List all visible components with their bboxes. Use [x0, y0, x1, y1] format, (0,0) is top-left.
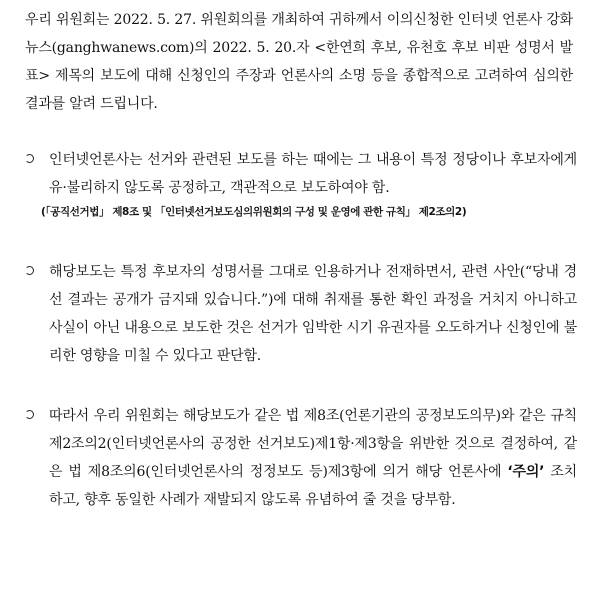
- item-text-finding: 해당보도는 특정 후보자의 성명서를 그대로 인용하거나 전재하면서, 관련 사안(“당내 경선 결과는 공개가 금지돼 있습니다.”)에 대해 취재를 통한 확인 과정을 거치지 아니하고 사실이 아닌 내용으로 보도한 것은 선거가 임박한 시기 유권자를 오도하거나 신청인에 불리한 영향을 미칠 수 있다고 판단함.: [49, 264, 577, 364]
- intro-paragraph: 우리 위원회는 2022. 5. 27. 위원회의를 개최하여 귀하께서 이의신청한 인터넷 언론사 강화뉴스(ganghwanews.com)의 2022. 5. 20.자 <한연희 후보, 유천호 후보 비판 성명서 발표> 제목의 보도에 대해 신청인의 주장과 언론사의 소명 등을 종합적으로 고려하여 심의한 결과를 알려 드립니다.: [25, 12, 573, 112]
- decision-text-after: 조치 하고, 향후 동일한 사례가 재발되지 않도록 유념하여 줄 것을 당부함.: [49, 464, 577, 508]
- item-text-standard: 인터넷언론사는 선거와 관련된 보도를 하는 때에는 그 내용이 특정 정당이나 후보자에게 유·불리하지 않도록 공정하고, 객관적으로 보도하여야 함.: [49, 152, 577, 196]
- bullet-icon: [25, 410, 34, 419]
- bullet-icon: [25, 154, 34, 163]
- item-text-decision: [49, 402, 577, 514]
- list-item-finding: [25, 258, 577, 370]
- list-item-decision: [25, 402, 577, 514]
- legal-reference: (「공직선거법」 제8조 및 「인터넷선거보도심의위원회의 구성 및 운영에 관한 규칙」 제2조의2): [41, 206, 467, 218]
- decision-text-before: 따라서 우리 위원회는 해당보도가 같은 법 제8조(언론기관의 공정보도의무)와 같은 규칙 제2조의2(인터넷언론사의 공정한 선거보도)제1항·제3항을 위반한 것으로 결정하여, 같은 법 제8조의6(인터넷언론사의 정정보도 등)제3항에 의거 해당 언론사에: [49, 408, 577, 480]
- list-item-standard: [25, 146, 577, 219]
- bullet-icon: [25, 266, 34, 275]
- caution-emphasis: ‘주의’: [507, 464, 545, 480]
